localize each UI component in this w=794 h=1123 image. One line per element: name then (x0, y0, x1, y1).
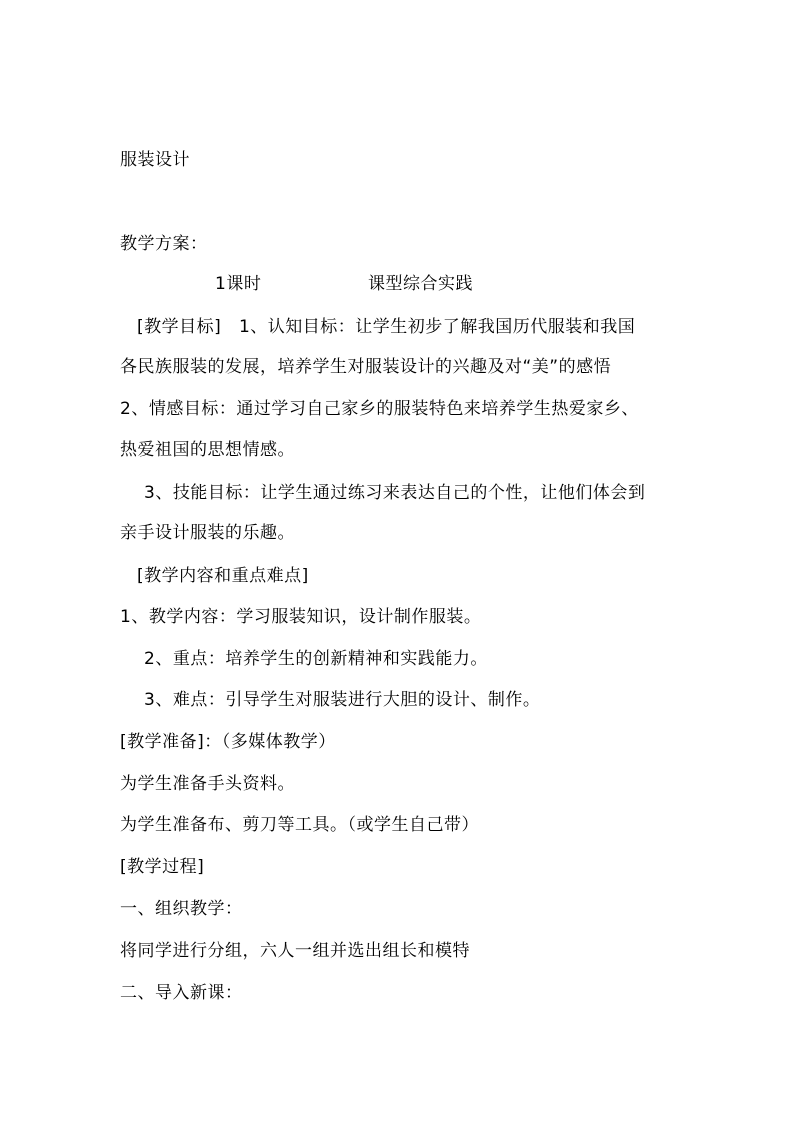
content-item-2: 2、重点：培养学生的创新精神和实践能力。 (144, 649, 488, 669)
lesson-hour: 1课时 (215, 274, 262, 294)
objectives-line-3: 2、情感目标：通过学习自己家乡的服装特色来培养学生热爱家乡、 (120, 399, 639, 419)
process-heading: [教学过程] (120, 857, 205, 877)
objectives-line-5: 3、技能目标：让学生通过练习来表达自己的个性，让他们体会到 (144, 483, 646, 503)
preparation-item-2: 为学生准备布、剪刀等工具。（或学生自己带） (120, 815, 479, 835)
objectives-line-2: 各民族服装的发展，培养学生对服装设计的兴趣及对“美”的感悟 (120, 357, 612, 377)
content-item-3: 3、难点：引导学生对服装进行大胆的设计、制作。 (144, 690, 541, 710)
plan-heading: 教学方案： (120, 234, 208, 254)
lesson-type: 课型综合实践 (368, 274, 473, 294)
process-step-1-text: 将同学进行分组，六人一组并选出组长和模特 (120, 941, 470, 961)
objectives-line-6: 亲手设计服装的乐趣。 (120, 523, 295, 543)
content-item-1: 1、教学内容：学习服装知识，设计制作服装。 (120, 607, 482, 627)
preparation-item-1: 为学生准备手头资料。 (120, 774, 295, 794)
process-step-1-title: 一、组织教学： (120, 899, 243, 919)
content-heading: [教学内容和重点难点] (137, 566, 309, 586)
objectives-line-4: 热爱祖国的思想情感。 (120, 440, 295, 460)
document-title: 服装设计 (120, 150, 190, 170)
objectives-line-1: [教学目标] 1、认知目标：让学生初步了解我国历代服装和我国 (137, 317, 636, 337)
preparation-heading: [教学准备]：（多媒体教学） (120, 732, 336, 752)
process-step-2-title: 二、导入新课： (120, 983, 243, 1003)
